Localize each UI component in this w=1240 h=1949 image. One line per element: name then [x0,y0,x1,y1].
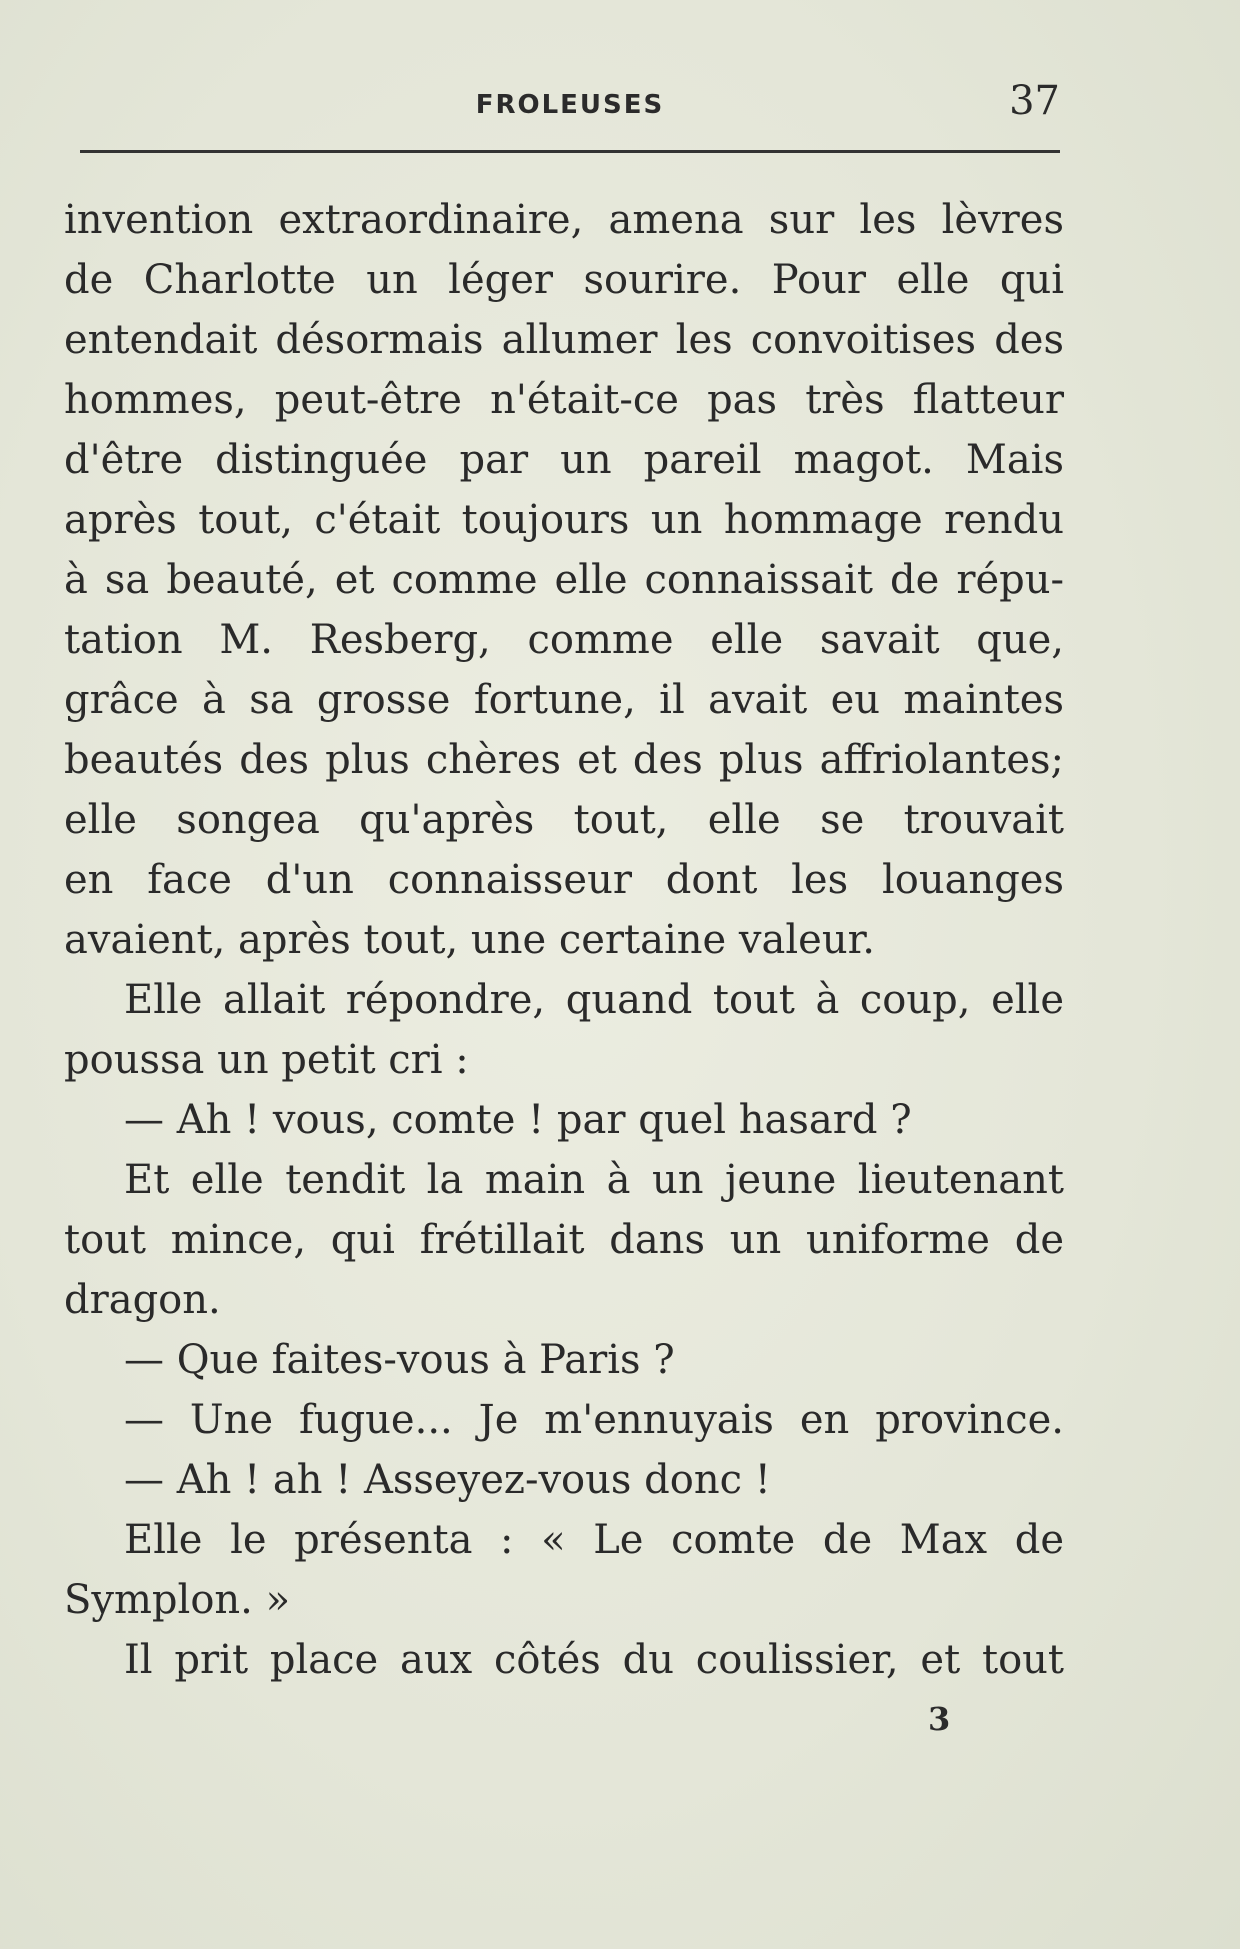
text-line: à sa beauté, et comme elle connaissait de répu- [64,557,1064,603]
text-line: Il prit place aux côtés du coulissier, et tout [124,1637,1064,1683]
running-head [80,78,1060,128]
text-line: Symplon. » [64,1577,291,1623]
text-line: en face d'un connaisseur dont les louanges [64,857,1064,903]
dialogue-line: — Que faites-vous à Paris ? [124,1337,675,1383]
signature-mark: 3 [928,1700,951,1738]
dialogue-line: — Ah ! ah ! Asseyez-vous donc ! [124,1457,771,1503]
header-rule [80,150,1060,153]
text-line: avaient, après tout, une certaine valeur. [64,917,876,963]
running-title: FROLEUSES [475,90,665,120]
text-line: après tout, c'était toujours un hommage rendu [64,497,1064,543]
text-line: d'être distinguée par un pareil magot. Mais [64,437,1064,483]
text-line: hommes, peut-être n'était-ce pas très flatteur [64,377,1064,423]
text-line: tation M. Resberg, comme elle savait que, [64,617,1064,663]
text-line: Elle allait répondre, quand tout à coup, elle [124,977,1064,1023]
text-line: tout mince, qui frétillait dans un uniforme de [64,1217,1064,1263]
text-line: invention extraordinaire, amena sur les lèvres [64,197,1064,243]
dialogue-line: — Ah ! vous, comte ! par quel hasard ? [124,1097,912,1143]
text-line: elle songea qu'après tout, elle se trouvait [64,797,1064,843]
text-line: dragon. [64,1277,221,1323]
text-body [64,190,1064,1690]
page-number: 37 [1009,78,1060,124]
dialogue-line: — Une fugue... Je m'ennuyais en province. [124,1397,1064,1443]
text-line: entendait désormais allumer les convoitises des [64,317,1064,363]
text-line: grâce à sa grosse fortune, il avait eu maintes [64,677,1064,723]
text-line: poussa un petit cri : [64,1037,469,1083]
text-line: Elle le présenta : « Le comte de Max de [124,1517,1064,1563]
text-line: de Charlotte un léger sourire. Pour elle qui [64,257,1064,303]
text-line: beautés des plus chères et des plus affriolantes; [64,737,1064,783]
text-line: Et elle tendit la main à un jeune lieutenant [124,1157,1064,1203]
